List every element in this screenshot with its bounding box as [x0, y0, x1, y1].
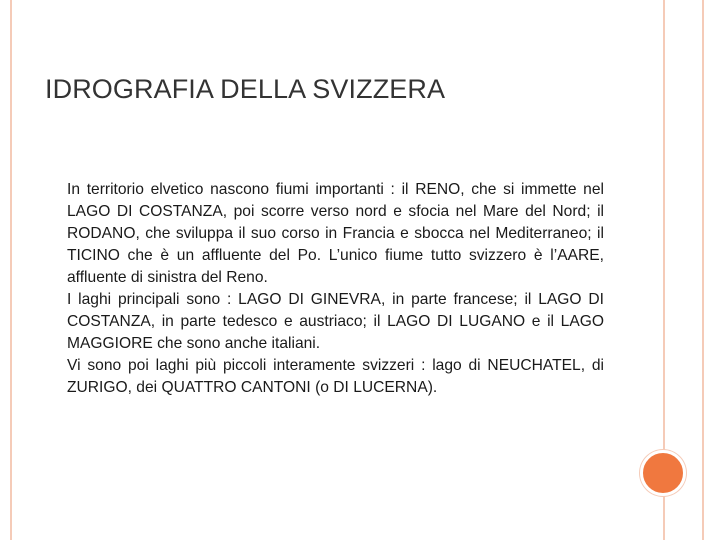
paragraph-rivers: In territorio elvetico nascono fiumi importanti : il RENO, che si immette nel LAGO DI COSTANZA, poi scorre verso nord e sfocia nel Mare del Nord; il RODANO, che sviluppa il suo corso in Francia e sbocca nel Mediterraneo; il TICINO che è un affluente del Po. L’unico fiume tutto svizzero è l’AARE, affluente di sinistra del Reno. — [67, 181, 604, 286]
decorative-vertical-line — [663, 0, 665, 452]
decorative-vertical-line-bottom — [663, 493, 665, 540]
paragraph-small-lakes: Vi sono poi laghi più piccoli interamente svizzeri : lago di NEUCHATEL, di ZURIGO, dei QUATTRO CANTONI (o DI LUCERNA). — [67, 357, 604, 396]
decorative-circle — [640, 450, 686, 496]
paragraph-lakes: I laghi principali sono : LAGO DI GINEVRA, in parte francese; il LAGO DI COSTANZA, in parte tedesco e austriaco; il LAGO DI LUGANO e il LAGO MAGGIORE che sono anche italiani. — [67, 291, 604, 352]
slide-body — [67, 179, 604, 399]
slide-title: IDROGRAFIA DELLA SVIZZERA — [45, 74, 446, 104]
